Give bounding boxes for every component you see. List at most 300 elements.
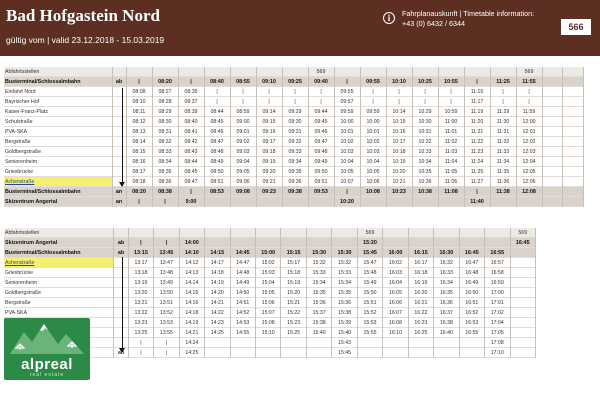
departure-time: | (360, 97, 386, 107)
departure-time: 09:01 (230, 127, 256, 137)
stop-name: Skizentrum Angertal (4, 238, 114, 248)
departure-time (126, 67, 152, 77)
departure-time (204, 197, 230, 207)
departure-time (408, 238, 433, 248)
departure-time: 16:05 (383, 288, 408, 298)
stop-name: Busterminal/Schlossalmbahn (4, 77, 112, 87)
departure-time (542, 97, 563, 107)
departure-time: 15:51 (357, 298, 382, 308)
departure-time (542, 137, 563, 147)
departure-time: | (334, 187, 360, 197)
departure-time (542, 77, 563, 87)
departure-time (178, 67, 204, 77)
departure-time (542, 157, 563, 167)
departure-time (510, 248, 536, 258)
departure-time: 08:46 (204, 127, 230, 137)
departure-time (563, 107, 584, 117)
departure-time: 11:08 (438, 187, 464, 197)
departure-time: | (490, 97, 516, 107)
timetable-row (4, 167, 584, 177)
departure-time: 10:21 (386, 177, 412, 187)
departure-time: 11:17 (464, 97, 490, 107)
timetable-row (4, 258, 536, 268)
departure-time (386, 197, 412, 207)
direction-label: ab (114, 238, 128, 248)
departure-time: 15:35 (332, 288, 357, 298)
departure-time (459, 238, 484, 248)
departure-time: 14:12 (179, 258, 204, 268)
departure-time: 09:47 (308, 137, 334, 147)
departure-time: 16:52 (459, 308, 484, 318)
timetable-row (4, 187, 584, 197)
departure-time: 14:17 (205, 258, 230, 268)
departure-time (490, 67, 516, 77)
departure-time: | (152, 197, 178, 207)
departure-time: 09:06 (230, 177, 256, 187)
departure-time: | (154, 348, 179, 358)
departure-time: 12:01 (516, 127, 542, 137)
departure-time: 09:44 (308, 107, 334, 117)
timetable-row (4, 147, 584, 157)
departure-time: 13:48 (154, 268, 179, 278)
departure-time: 569 (308, 67, 334, 77)
direction-arrow-2 (122, 257, 123, 349)
departure-time (563, 157, 584, 167)
departure-time: 11:30 (490, 117, 516, 127)
departure-time: 11:02 (438, 137, 464, 147)
departure-time: | (204, 97, 230, 107)
departure-time (256, 67, 282, 77)
departure-time: 16:04 (383, 278, 408, 288)
departure-time: | (178, 77, 204, 87)
departure-time: 569 (510, 228, 536, 238)
departure-time: 15:32 (332, 258, 357, 268)
departure-time: 11:05 (438, 167, 464, 177)
departure-time: 10:30 (412, 117, 438, 127)
timetable-row (4, 77, 584, 87)
departure-time: 08:45 (204, 117, 230, 127)
departure-time (306, 338, 331, 348)
departure-time: 13:47 (154, 258, 179, 268)
departure-time: | (334, 77, 360, 87)
departure-time (510, 278, 536, 288)
departure-time: 15:35 (306, 288, 331, 298)
departure-time (510, 298, 536, 308)
departure-time: 16:51 (459, 298, 484, 308)
departure-time (434, 348, 459, 358)
departure-time: 16:49 (459, 278, 484, 288)
departure-time: 09:00 (230, 117, 256, 127)
departure-time: 11:25 (490, 77, 516, 87)
departure-time: 13:25 (128, 328, 153, 338)
stop-name: PVA-SKA (4, 308, 114, 318)
departure-time (563, 167, 584, 177)
departure-time (490, 197, 516, 207)
departure-time: 10:07 (334, 177, 360, 187)
departure-time: | (308, 97, 334, 107)
departure-time (434, 228, 459, 238)
departure-time: 15:19 (281, 278, 306, 288)
timetable-row (4, 137, 584, 147)
departure-time: 10:34 (412, 157, 438, 167)
departure-time: 13:19 (128, 278, 153, 288)
departure-time: 11:36 (490, 177, 516, 187)
timetable-row (4, 278, 536, 288)
departure-time: 13:53 (154, 318, 179, 328)
departure-time (205, 238, 230, 248)
departure-time (255, 338, 280, 348)
departure-time: 11:06 (438, 177, 464, 187)
departure-time: 16:06 (383, 298, 408, 308)
departure-time: 10:00 (360, 117, 386, 127)
departure-time: | (230, 97, 256, 107)
departure-time: 15:20 (281, 288, 306, 298)
departure-time: | (438, 87, 464, 97)
departure-time: 16:45 (459, 248, 484, 258)
departure-time: 11:22 (464, 137, 490, 147)
route-number-badge: 566 (561, 19, 591, 35)
departure-time (205, 348, 230, 358)
departure-time: 15:05 (255, 288, 280, 298)
departure-time: 08:16 (126, 157, 152, 167)
departure-time (360, 67, 386, 77)
departure-time (205, 338, 230, 348)
logo-tagline: real estate (29, 372, 65, 378)
departure-time (360, 197, 386, 207)
departure-time: 11:24 (464, 157, 490, 167)
departure-time: 14:13 (179, 268, 204, 278)
departure-time: 15:10 (255, 328, 280, 338)
departure-time: 16:30 (434, 248, 459, 258)
departure-time: | (154, 338, 179, 348)
departure-time (542, 87, 563, 97)
departure-time: 14:23 (205, 318, 230, 328)
departure-time: 16:08 (383, 318, 408, 328)
direction-label: ab (112, 77, 126, 87)
departure-time (459, 228, 484, 238)
departure-time: 11:33 (490, 147, 516, 157)
departure-time (255, 228, 280, 238)
departure-time: | (128, 238, 153, 248)
direction-label (112, 127, 126, 137)
departure-time: | (308, 87, 334, 97)
departure-time: | (128, 348, 153, 358)
departure-time: 15:33 (332, 268, 357, 278)
departure-time (412, 197, 438, 207)
departure-time: 10:38 (412, 187, 438, 197)
departure-time: 10:04 (360, 157, 386, 167)
departure-time (464, 67, 490, 77)
stop-name: Achenstraße (4, 258, 114, 268)
stop-name: Griesbrücke (4, 268, 114, 278)
departure-time: 08:37 (178, 97, 204, 107)
departure-time: 15:52 (357, 308, 382, 318)
departure-time: 10:20 (334, 197, 360, 207)
departure-time: 12:05 (516, 167, 542, 177)
departure-time: 11:04 (438, 157, 464, 167)
departure-time: 11:59 (516, 107, 542, 117)
stop-name: Abfahrtsstellen (4, 67, 112, 77)
departure-time: 14:52 (230, 308, 255, 318)
departure-time: 11:40 (464, 197, 490, 207)
departure-time: 13:21 (128, 298, 153, 308)
departure-time (256, 197, 282, 207)
departure-time: 17:01 (485, 298, 510, 308)
departure-time: 10:03 (334, 147, 360, 157)
departure-time (383, 348, 408, 358)
departure-time (230, 238, 255, 248)
departure-time: 11:34 (490, 157, 516, 167)
direction-label: an (112, 187, 126, 197)
departure-time: 10:02 (334, 137, 360, 147)
timetable-row (4, 197, 584, 207)
departure-time: 11:20 (464, 117, 490, 127)
timetable-row (4, 157, 584, 167)
stop-name: Busterminal/Schlossalmbahn (4, 248, 114, 258)
departure-time (542, 117, 563, 127)
departure-time: 09:16 (256, 127, 282, 137)
departure-time (230, 228, 255, 238)
departure-time: 15:32 (306, 258, 331, 268)
alpreal-logo (4, 318, 90, 380)
departure-time: 09:34 (282, 157, 308, 167)
departure-time (485, 238, 510, 248)
departure-time: 10:15 (386, 117, 412, 127)
departure-time: 15:23 (281, 318, 306, 328)
info-line-1: Fahrplanauskunft | Timetable information: (402, 9, 535, 18)
info-phone[interactable]: +43 (0) 6432 / 6344 (402, 18, 465, 28)
departure-time: 14:20 (205, 288, 230, 298)
departure-time: 14:50 (230, 288, 255, 298)
departure-time (542, 167, 563, 177)
departure-time: 10:20 (386, 167, 412, 177)
departure-time: 14:21 (205, 298, 230, 308)
departure-time: 15:34 (332, 278, 357, 288)
departure-time: 14:53 (230, 318, 255, 328)
departure-time: 14:48 (230, 268, 255, 278)
timetable-row (4, 177, 584, 187)
departure-time: 08:36 (152, 177, 178, 187)
departure-time: | (516, 87, 542, 97)
stop-name: Goldbergstraße (4, 288, 114, 298)
timetable-info (402, 9, 534, 28)
departure-time (332, 238, 357, 248)
departure-time: 09:59 (360, 107, 386, 117)
departure-time: 16:59 (485, 278, 510, 288)
departure-time: 10:16 (386, 127, 412, 137)
departure-time: 14:19 (205, 278, 230, 288)
departure-time (152, 67, 178, 77)
direction-label (114, 228, 128, 238)
departure-time: | (464, 77, 490, 87)
departure-time: 08:30 (152, 117, 178, 127)
departure-time: 09:38 (282, 187, 308, 197)
departure-time: 12:06 (516, 177, 542, 187)
departure-time: 16:18 (408, 268, 433, 278)
departure-time: 09:29 (282, 107, 308, 117)
departure-time: 08:47 (204, 137, 230, 147)
departure-time: 11:00 (438, 117, 464, 127)
departure-time: 15:15 (281, 248, 306, 258)
departure-time: 15:33 (306, 268, 331, 278)
departure-time: 569 (516, 67, 542, 77)
departure-time: 15:02 (255, 258, 280, 268)
departure-time (510, 328, 536, 338)
departure-time (334, 67, 360, 77)
departure-time: 14:55 (230, 328, 255, 338)
departure-time: 14:51 (230, 298, 255, 308)
departure-time: 10:33 (412, 147, 438, 157)
departure-time: 08:11 (126, 107, 152, 117)
departure-time (255, 348, 280, 358)
departure-time: 14:25 (179, 348, 204, 358)
timetable-section-1 (4, 67, 584, 207)
departure-time: 16:37 (434, 308, 459, 318)
departure-time: 08:45 (178, 167, 204, 177)
departure-time: 08:40 (204, 77, 230, 87)
departure-time: 08:53 (204, 187, 230, 197)
departure-time: 09:55 (360, 77, 386, 87)
departure-time: 09:15 (256, 117, 282, 127)
departure-time (563, 77, 584, 87)
departure-time (128, 228, 153, 238)
departure-time: 15:43 (332, 338, 357, 348)
departure-time: | (464, 187, 490, 197)
departure-time: 15:08 (255, 318, 280, 328)
departure-time: 09:55 (334, 87, 360, 97)
departure-time: 11:21 (464, 127, 490, 137)
departure-time: 10:25 (412, 77, 438, 87)
departure-time: 10:01 (360, 127, 386, 137)
departure-time (434, 338, 459, 348)
departure-time: 16:23 (408, 318, 433, 328)
departure-time: 08:48 (204, 147, 230, 157)
departure-time: 15:53 (357, 318, 382, 328)
direction-label: ab (114, 248, 128, 258)
departure-time: 10:03 (360, 147, 386, 157)
departure-time: 14:22 (205, 308, 230, 318)
departure-time: | (490, 87, 516, 97)
departure-time: 09:36 (282, 177, 308, 187)
departure-time (459, 348, 484, 358)
departure-time: 16:55 (485, 248, 510, 258)
departure-time: 14:49 (230, 278, 255, 288)
departure-time: 10:10 (386, 77, 412, 87)
departure-time: 16:33 (434, 268, 459, 278)
departure-time: 10:05 (334, 167, 360, 177)
timetable-row (4, 87, 584, 97)
departure-time: 11:25 (464, 167, 490, 177)
timetable-row (4, 127, 584, 137)
departure-time: 11:23 (464, 147, 490, 157)
departure-time: 10:59 (438, 107, 464, 117)
departure-time: 10:05 (360, 167, 386, 177)
departure-time: 08:38 (152, 187, 178, 197)
stop-name: Goldbergstraße (4, 147, 112, 157)
departure-time (204, 67, 230, 77)
departure-time: 13:50 (154, 288, 179, 298)
departure-time (438, 197, 464, 207)
departure-time (542, 187, 563, 197)
departure-time (542, 147, 563, 157)
departure-time (542, 197, 563, 207)
departure-time: 15:39 (332, 318, 357, 328)
stop-name: Busterminal/Schlossalmbahn (4, 187, 112, 197)
departure-time: 11:15 (464, 87, 490, 97)
departure-time: 15:34 (306, 278, 331, 288)
departure-time: 08:41 (178, 127, 204, 137)
departure-time: 15:06 (255, 298, 280, 308)
direction-label (112, 97, 126, 107)
departure-time (516, 197, 542, 207)
departure-time: 16:21 (408, 298, 433, 308)
departure-time: 09:25 (282, 77, 308, 87)
departure-time: 16:15 (408, 248, 433, 258)
departure-time (542, 127, 563, 137)
departure-time (255, 238, 280, 248)
timetable-row (4, 268, 536, 278)
departure-time: 9:00 (178, 197, 204, 207)
departure-time: | (386, 87, 412, 97)
departure-time (563, 187, 584, 197)
departure-time: 15:45 (332, 348, 357, 358)
direction-label (112, 107, 126, 117)
departure-time: 16:36 (434, 298, 459, 308)
departure-time: 10:35 (412, 167, 438, 177)
departure-time (306, 238, 331, 248)
stop-name: Achenstraße (4, 177, 112, 187)
departure-time (510, 258, 536, 268)
departure-time: 12:02 (516, 137, 542, 147)
departure-time: 13:18 (128, 268, 153, 278)
departure-time (542, 67, 563, 77)
departure-time: 14:19 (179, 318, 204, 328)
departure-time: 16:50 (459, 288, 484, 298)
departure-time: 10:29 (412, 107, 438, 117)
departure-time: 15:36 (306, 298, 331, 308)
departure-time: 09:17 (256, 137, 282, 147)
departure-time: 16:07 (383, 308, 408, 318)
departure-time: | (126, 77, 152, 87)
departure-time: 08:12 (126, 117, 152, 127)
departure-time (230, 348, 255, 358)
departure-time: 16:17 (408, 258, 433, 268)
departure-time: 08:43 (178, 147, 204, 157)
departure-time (281, 228, 306, 238)
departure-time: 11:31 (490, 127, 516, 137)
departure-time (510, 288, 536, 298)
departure-time: 16:45 (510, 238, 536, 248)
departure-time: 11:38 (490, 187, 516, 197)
departure-time (230, 338, 255, 348)
departure-time: 08:50 (204, 167, 230, 177)
departure-time: 15:22 (281, 308, 306, 318)
departure-time (408, 228, 433, 238)
departure-time: 15:40 (306, 328, 331, 338)
mountain-logo-icon (10, 322, 84, 354)
departure-time: 12:03 (516, 147, 542, 157)
departure-time: 14:24 (179, 338, 204, 348)
departure-time: 15:45 (357, 248, 382, 258)
departure-time (510, 308, 536, 318)
departure-time: 14:10 (179, 248, 204, 258)
direction-label (112, 117, 126, 127)
departure-time: 15:48 (357, 268, 382, 278)
departure-time: 09:59 (334, 107, 360, 117)
departure-time: 14:00 (179, 238, 204, 248)
departure-time: 17:04 (485, 318, 510, 328)
departure-time: | (256, 87, 282, 97)
